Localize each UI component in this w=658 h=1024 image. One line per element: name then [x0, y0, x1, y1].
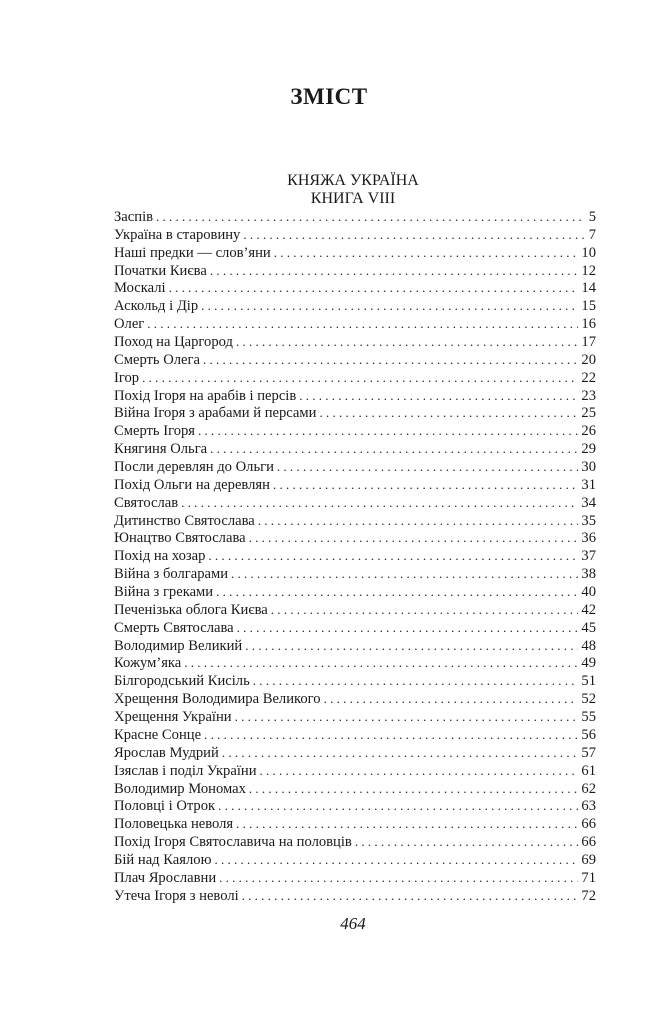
- toc-entry-page: 62: [581, 780, 596, 797]
- dot-leader: [235, 708, 579, 726]
- toc-entry-page: 42: [581, 601, 596, 618]
- toc-entry-title: Юнацтво Святослава: [114, 530, 246, 547]
- toc-entry[interactable]: [114, 529, 596, 547]
- toc-entry[interactable]: [114, 208, 596, 226]
- dot-leader: [181, 494, 578, 512]
- toc-entry-title: Святослав: [114, 494, 179, 511]
- section-subtitle: КНИГА VIII: [310, 190, 396, 207]
- toc-entry[interactable]: [114, 637, 596, 655]
- toc-entry-title: Наші предки — слов’яни: [114, 244, 271, 261]
- toc-entry-title: Хрещення Володимира Великого: [114, 691, 321, 708]
- dot-leader: [201, 297, 578, 315]
- toc-entry-title: Володимир Мономах: [114, 780, 246, 797]
- dot-leader: [236, 815, 578, 833]
- section-title: КНЯЖА УКРАЇНА: [287, 172, 419, 189]
- toc-entry-title: Смерть Ігоря: [114, 423, 196, 440]
- toc-entry[interactable]: [114, 797, 596, 815]
- toc-entry[interactable]: [114, 565, 596, 583]
- dot-leader: [236, 333, 578, 351]
- toc-entry[interactable]: [114, 833, 596, 851]
- toc-entry[interactable]: [114, 672, 596, 690]
- toc-entry-title: Посли деревлян до Ольги: [114, 459, 274, 476]
- toc-entry[interactable]: [114, 762, 596, 780]
- toc-entry[interactable]: [114, 226, 596, 244]
- toc-entry-page: 17: [581, 334, 596, 351]
- dot-leader: [204, 726, 578, 744]
- toc-entry-page: 63: [581, 798, 596, 815]
- toc-entry[interactable]: [114, 279, 596, 297]
- toc-entry[interactable]: [114, 887, 596, 905]
- toc-entry-title: Красне Сонце: [114, 726, 202, 743]
- dot-leader: [142, 369, 578, 387]
- toc-entry[interactable]: [114, 422, 596, 440]
- dot-leader: [219, 869, 578, 887]
- dot-leader: [184, 654, 578, 672]
- toc-entry[interactable]: [114, 619, 596, 637]
- toc-entry-title: Утеча Ігоря з неволі: [114, 887, 239, 904]
- toc-entry[interactable]: [114, 780, 596, 798]
- toc-entry-page: 22: [581, 369, 596, 386]
- toc-entry[interactable]: [114, 333, 596, 351]
- toc-entry-title: Хрещення України: [114, 709, 232, 726]
- toc-entry-page: 40: [581, 584, 596, 601]
- toc-entry-title: Війна з греками: [114, 584, 214, 601]
- toc-entry[interactable]: [114, 726, 596, 744]
- toc-entry[interactable]: [114, 744, 596, 762]
- toc-entry-page: 31: [581, 476, 596, 493]
- toc-entry-title: Заспів: [114, 209, 154, 225]
- toc-entry-title: Ярослав Мудрий: [114, 744, 219, 761]
- toc-entry-page: 49: [581, 655, 596, 672]
- section-header: [0, 172, 658, 208]
- dot-leader: [249, 780, 579, 798]
- toc-entry[interactable]: [114, 387, 596, 405]
- dot-leader: [273, 476, 578, 494]
- toc-entry[interactable]: [114, 315, 596, 333]
- dot-leader: [169, 279, 579, 297]
- toc-entry-title: Похід Ігоря Святославича на половців: [114, 834, 352, 851]
- toc-entry-page: 25: [581, 405, 596, 422]
- toc-entry[interactable]: [114, 851, 596, 869]
- dot-leader: [203, 351, 578, 369]
- toc-entry-title: Смерть Олега: [114, 351, 200, 368]
- toc-entry-page: 69: [581, 851, 596, 868]
- toc-entry-title: Поход на Царгород: [114, 334, 233, 351]
- toc-entry-title: Москалі: [114, 280, 166, 297]
- toc-entry[interactable]: [114, 869, 596, 887]
- page-title: ЗМІСТ: [290, 84, 368, 109]
- toc-entry-page: 5: [588, 209, 596, 225]
- toc-entry-page: 10: [581, 244, 596, 261]
- toc-entry-page: 29: [581, 441, 596, 458]
- page-number: 464: [340, 914, 366, 933]
- toc-entry[interactable]: [114, 583, 596, 601]
- toc-entry[interactable]: [114, 369, 596, 387]
- toc-entry-page: 72: [581, 887, 596, 904]
- toc-entry[interactable]: [114, 244, 596, 262]
- dot-leader: [216, 583, 578, 601]
- toc-entry-title: Смерть Святослава: [114, 619, 234, 636]
- toc-entry-page: 51: [581, 673, 596, 690]
- toc-entry[interactable]: [114, 690, 596, 708]
- toc-entry[interactable]: [114, 297, 596, 315]
- dot-leader: [274, 244, 579, 262]
- toc-entry-page: 71: [581, 869, 596, 886]
- toc-entry-page: 61: [581, 762, 596, 779]
- toc-entry-title: Олег: [114, 316, 145, 333]
- dot-leader: [245, 637, 578, 655]
- toc-entry-title: Половецька неволя: [114, 816, 234, 833]
- toc-entry[interactable]: [114, 494, 596, 512]
- toc-entry-title: Кожум’яка: [114, 655, 182, 672]
- toc-entry-title: Володимир Великий: [114, 637, 243, 654]
- toc-entry-title: Плач Ярославни: [114, 869, 217, 886]
- toc-entry[interactable]: [114, 476, 596, 494]
- dot-leader: [210, 262, 579, 280]
- toc-entry-title: Україна в старовину: [114, 226, 241, 243]
- toc-entry-title: Похід на хозар: [114, 548, 206, 565]
- dot-leader: [198, 422, 578, 440]
- toc-entry[interactable]: [114, 351, 596, 369]
- toc-entry-title: Похід Ольги на деревлян: [114, 476, 270, 493]
- toc-entry-page: 38: [581, 566, 596, 583]
- dot-leader: [277, 458, 579, 476]
- toc-entry[interactable]: [114, 458, 596, 476]
- dot-leader: [222, 744, 579, 762]
- dot-leader: [218, 797, 578, 815]
- toc-entry-page: 45: [581, 619, 596, 636]
- toc-entry-page: 30: [581, 459, 596, 476]
- dot-leader: [210, 440, 578, 458]
- toc-entry[interactable]: [114, 654, 596, 672]
- table-of-contents: [114, 208, 596, 905]
- toc-entry-page: 23: [581, 387, 596, 404]
- toc-entry-page: 37: [581, 548, 596, 565]
- toc-entry-title: Білгородський Кисіль: [114, 673, 250, 690]
- toc-entry-page: 66: [581, 816, 596, 833]
- toc-entry-title: Ізяслав і поділ України: [114, 762, 257, 779]
- toc-entry-title: Княгиня Ольга: [114, 441, 208, 458]
- toc-entry[interactable]: [114, 512, 596, 530]
- dot-leader: [231, 565, 578, 583]
- toc-entry-title: Війна Ігоря з арабами й персами: [114, 405, 317, 422]
- toc-entry[interactable]: [114, 440, 596, 458]
- toc-entry-page: 7: [588, 226, 596, 243]
- toc-entry[interactable]: [114, 404, 596, 422]
- toc-entry-page: 66: [581, 834, 596, 851]
- dot-leader: [299, 387, 578, 405]
- dot-leader: [258, 512, 579, 530]
- dot-leader: [156, 208, 586, 226]
- toc-entry[interactable]: [114, 547, 596, 565]
- toc-entry[interactable]: [114, 708, 596, 726]
- toc-entry-page: 57: [581, 744, 596, 761]
- toc-entry-title: Війна з болгарами: [114, 566, 229, 583]
- toc-entry-page: 16: [581, 316, 596, 333]
- dot-leader: [271, 601, 579, 619]
- toc-entry-title: Дитинство Святослава: [114, 512, 255, 529]
- dot-leader: [243, 226, 585, 244]
- toc-entry-page: 52: [581, 691, 596, 708]
- dot-leader: [253, 672, 579, 690]
- toc-entry-title: Початки Києва: [114, 262, 207, 279]
- dot-leader: [260, 762, 579, 780]
- toc-entry-title: Аскольд і Дір: [114, 298, 199, 315]
- toc-entry-page: 35: [581, 512, 596, 529]
- dot-leader: [355, 833, 579, 851]
- dot-leader: [214, 851, 578, 869]
- toc-entry[interactable]: [114, 601, 596, 619]
- dot-leader: [324, 690, 579, 708]
- toc-entry-title: Печенізька облога Києва: [114, 601, 268, 618]
- toc-entry-page: 48: [581, 637, 596, 654]
- dot-leader: [249, 529, 579, 547]
- toc-entry-title: Бій над Каялою: [114, 851, 212, 868]
- toc-entry-page: 20: [581, 351, 596, 368]
- toc-entry-page: 55: [581, 709, 596, 726]
- toc-entry-page: 15: [581, 298, 596, 315]
- toc-entry-page: 14: [581, 280, 596, 297]
- toc-entry-title: Половці і Отрок: [114, 798, 216, 815]
- toc-entry-page: 12: [581, 262, 596, 279]
- toc-entry[interactable]: [114, 262, 596, 280]
- toc-entry-page: 36: [581, 530, 596, 547]
- toc-entry[interactable]: [114, 815, 596, 833]
- dot-leader: [242, 887, 579, 905]
- dot-leader: [147, 315, 578, 333]
- dot-leader: [319, 404, 578, 422]
- toc-entry-page: 26: [581, 423, 596, 440]
- toc-entry-page: 56: [581, 726, 596, 743]
- toc-entry-title: Похід Ігоря на арабів і персів: [114, 387, 297, 404]
- toc-entry-page: 34: [581, 494, 596, 511]
- dot-leader: [208, 547, 578, 565]
- dot-leader: [237, 619, 579, 637]
- toc-entry-title: Ігор: [114, 369, 140, 386]
